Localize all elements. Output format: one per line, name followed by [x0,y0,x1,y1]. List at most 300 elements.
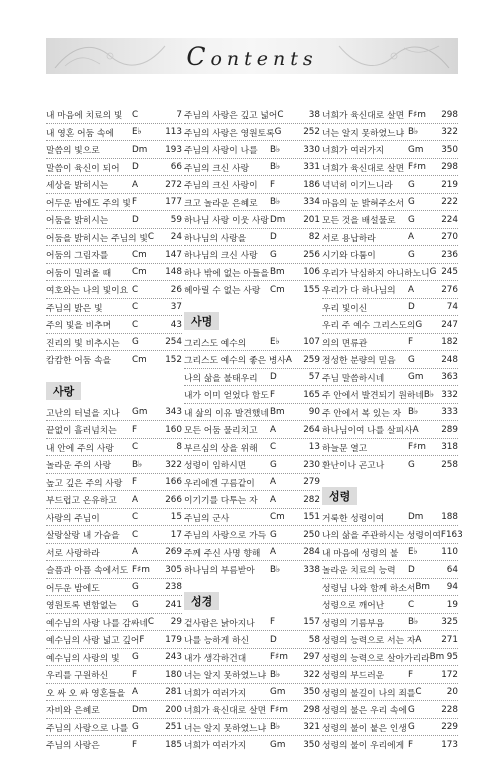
toc-entry[interactable] [184,736,320,754]
song-key: C [132,302,139,313]
toc-entry[interactable] [184,474,320,492]
song-title: 너는 알지 못하였느냐 [184,671,267,682]
toc-entry[interactable] [184,684,320,702]
page-number: 276 [441,284,458,295]
page-number: 322 [303,669,320,680]
song-title: 겉사람은 낡아지나 [184,618,255,629]
toc-entry[interactable] [184,404,320,422]
page-number: 298 [441,109,458,120]
toc-entry[interactable] [46,631,182,649]
page-number: 20 [446,687,458,698]
toc-entry[interactable] [46,649,182,667]
toc-entry[interactable] [322,194,458,212]
toc-entry[interactable] [322,684,458,702]
song-title: 영원토록 변함없는 [46,601,117,612]
toc-entry[interactable] [46,614,182,632]
toc-entry[interactable] [46,666,182,684]
page-number: 166 [165,477,182,488]
toc-entry[interactable] [46,474,182,492]
toc-entry[interactable] [46,246,182,264]
toc-column-2 [184,106,320,754]
page-number: 58 [308,634,320,645]
page-number: 343 [165,407,182,418]
section-heading: 사명 [184,312,219,330]
toc-entry[interactable] [46,439,182,457]
page-number: 350 [441,144,458,155]
toc-entry[interactable] [184,509,320,527]
page-number: 7 [176,109,182,120]
toc-entry[interactable] [46,351,182,369]
page-number: 332 [441,389,458,400]
page-number: 173 [441,739,458,750]
song-key: Gm [270,739,286,750]
toc-entry[interactable] [322,106,458,124]
toc-entry[interactable] [184,526,320,544]
song-key: G [132,599,139,610]
song-title: 주님의 사랑은 영원토록 [184,128,275,139]
toc-entry[interactable] [184,701,320,719]
page-number: 298 [441,162,458,173]
song-title: 진리의 빛 비추시는 [46,338,120,349]
page-number: 188 [441,512,458,523]
song-title: 너는 알지 못하였느냐 [184,723,267,734]
toc-entry[interactable] [184,386,320,404]
page-number: 38 [308,109,320,120]
song-title: 부르심의 상을 위해 [184,443,258,454]
toc-entry[interactable] [322,579,458,597]
song-title: 성령의 불은 우리 속에 [322,706,407,717]
toc-entry[interactable] [322,246,458,264]
contents-header-banner [46,38,458,74]
toc-entry[interactable] [46,316,182,334]
page-number: 160 [165,424,182,435]
title-initial: C [186,41,211,71]
song-title: 너희가 육신대로 살면 [322,111,405,122]
song-title: 성령의 불이 붙은 인생 [322,723,407,734]
song-key: B♭ [270,722,281,733]
song-title: 성령의 불이 우리에게 [322,741,405,752]
song-key: Cm [132,267,147,278]
toc-entry[interactable] [46,526,182,544]
toc-entry[interactable] [184,719,320,737]
toc-entry[interactable] [322,386,458,404]
page-number: 363 [441,372,458,383]
toc-entry[interactable] [184,544,320,562]
toc-entry[interactable] [184,281,320,299]
song-key: G [408,354,415,365]
page-number: 110 [441,547,458,558]
page-number: 247 [441,319,458,330]
toc-entry[interactable] [322,509,458,527]
page-number: 8 [176,442,182,453]
toc-entry[interactable] [184,264,320,282]
page-number: 228 [441,704,458,715]
song-key: G [132,652,139,663]
page-number: 284 [303,547,320,558]
page-number: 219 [441,179,458,190]
toc-entry[interactable] [46,736,182,754]
toc-entry[interactable] [322,736,458,754]
song-key: C [277,109,284,120]
song-key: Gm [408,372,424,383]
toc-entry[interactable] [322,124,458,142]
song-title: 하늘문 열고 [322,443,368,454]
song-key: F [440,529,446,540]
song-key: B♭ [270,197,281,208]
song-title: 성령의 능력으로 서는 자 [322,636,416,647]
song-key: G [132,722,139,733]
song-title: 예수님의 사랑 나를 감싸네 [46,618,148,629]
song-key: F [132,669,138,680]
song-title: 하나 밖에 없는 아들을 [184,268,269,279]
page-number: 74 [446,302,458,313]
toc-entry[interactable] [46,264,182,282]
song-title: 그리스도 예수의 [184,338,247,349]
song-key: G [132,582,139,593]
song-title: 사랑의 주님이 [46,513,100,524]
page-number: 241 [165,599,182,610]
page-number: 325 [441,617,458,628]
song-title: 주님의 사랑으로 가득 [184,531,267,542]
toc-entry[interactable] [46,159,182,177]
toc-entry[interactable] [184,351,320,369]
toc-entry[interactable] [322,176,458,194]
toc-entry[interactable] [184,159,320,177]
page-number: 334 [303,197,320,208]
song-title: 주님의 밝은 빛 [46,303,103,314]
song-title: 어둠이 밀려올 때 [46,268,112,279]
toc-entry[interactable] [322,404,458,422]
song-key: G [408,249,415,260]
toc-entry[interactable] [184,211,320,229]
song-key: Bm [270,407,285,418]
song-title: 말씀의 빛으로 [46,146,100,157]
page-number: 321 [303,722,320,733]
song-key: Dm [408,512,424,523]
toc-entry[interactable] [46,719,182,737]
song-title: 성령의 불길이 나의 죄를 [322,688,416,699]
song-key: C [132,319,139,330]
song-title: 헤아릴 수 없는 사랑 [184,286,261,297]
song-key: D [408,564,415,575]
song-title: 놀라운 주의 사랑 [46,461,112,472]
song-key: Dm [132,144,148,155]
page-number: 95 [446,652,458,663]
song-title: 자비와 은혜로 [46,706,100,717]
page-number: 200 [165,704,182,715]
song-key: A [132,179,139,190]
page-number: 230 [303,459,320,470]
page-number: 57 [308,372,320,383]
toc-entry[interactable] [46,211,182,229]
toc-entry[interactable] [322,649,458,667]
page-number: 350 [303,687,320,698]
toc-entry[interactable] [322,701,458,719]
song-key: A [132,547,139,558]
toc-entry[interactable] [46,106,182,124]
toc-entry[interactable] [184,666,320,684]
page-number: 179 [165,634,182,645]
page-number: 13 [308,442,320,453]
song-key: Cm [132,249,147,260]
page-number: 224 [441,214,458,225]
song-key: F♯m [408,162,426,173]
toc-entry[interactable] [322,281,458,299]
toc-entry[interactable] [46,229,182,247]
song-key: A [270,424,277,435]
toc-entry[interactable] [46,404,182,422]
song-title: 어둠을 밝히시는 [46,216,109,227]
page-number: 17 [170,529,182,540]
song-key: Gm [408,144,424,155]
page-title [186,42,317,71]
toc-entry[interactable] [46,124,182,142]
song-title: 거룩한 성령이여 [322,513,385,524]
page-number: 157 [303,617,320,628]
song-title: 나를 능하게 하신 [184,636,250,647]
song-title: 어두운 밤에도 [46,583,100,594]
toc-entry[interactable] [322,614,458,632]
song-title: 성령이 임하시면 [184,461,247,472]
page-number: 29 [170,617,182,628]
song-key: G [415,319,423,330]
toc-entry[interactable] [46,456,182,474]
page-number: 107 [303,337,320,348]
toc-entry[interactable] [184,176,320,194]
song-key: F [132,477,138,488]
page-number: 182 [441,337,458,348]
toc-entry[interactable] [322,544,458,562]
page-number: 82 [308,232,320,243]
toc-entry[interactable] [322,299,458,317]
page-number: 282 [303,494,320,505]
page-number: 113 [165,127,182,138]
toc-entry[interactable] [322,369,458,387]
toc-entry[interactable] [46,176,182,194]
toc-entry[interactable] [322,631,458,649]
song-key: C [147,617,155,628]
toc-entry[interactable] [46,561,182,579]
page-number: 252 [303,127,320,138]
toc-entry[interactable] [322,666,458,684]
toc-entry[interactable] [184,456,320,474]
toc-entry[interactable] [184,421,320,439]
song-key: C [132,109,139,120]
song-title: 높고 깊은 주의 사랑 [46,478,123,489]
song-title: 모든 어둠 물리치고 [184,426,258,437]
song-key: B♭ [270,144,281,155]
toc-entry[interactable] [184,614,320,632]
song-title: 모든 것을 배설물로 [322,216,396,227]
toc-entry[interactable] [322,264,458,282]
toc-entry[interactable] [184,194,320,212]
song-title: 하나님의 크신 사랑 [184,251,258,262]
song-key: A [408,232,415,243]
song-title: 우리가 낙심하지 아니하노니 [322,268,430,279]
song-key: B♭ [423,389,435,400]
toc-entry[interactable] [322,141,458,159]
toc-entry[interactable] [322,439,458,457]
page-number: 331 [303,162,320,173]
song-title: 어두운 밤에도 주의 빛 [46,198,131,209]
song-key: F♯m [270,704,288,715]
song-title: 하나님 사랑 이웃 사랑 [184,216,269,227]
page-number: 322 [441,127,458,138]
page-number: 163 [445,529,463,540]
page-number: 269 [165,547,182,558]
page-number: 151 [303,512,320,523]
song-title: 여호와는 나의 빛이요 [46,286,129,297]
toc-entry[interactable] [184,124,320,142]
toc-entry[interactable] [184,631,320,649]
toc-entry[interactable] [46,544,182,562]
song-title: 내 삶의 이유 발견했네 [184,408,269,419]
song-title: 어둠을 밝히시는 주님의 빛 [46,233,148,244]
toc-entry[interactable] [322,159,458,177]
toc-entry[interactable] [184,369,320,387]
page-number: 90 [308,407,320,418]
song-title: 고난의 터널을 지나 [46,408,120,419]
page-number: 248 [441,354,458,365]
song-title: 너는 알지 못하였느냐 [322,128,405,139]
toc-entry[interactable] [46,684,182,702]
toc-entry[interactable] [322,421,458,439]
page-number: 271 [441,634,458,645]
song-key: F [270,389,276,400]
toc-entry[interactable] [322,351,458,369]
toc-entry[interactable] [184,229,320,247]
song-title: 성령의 기름부음 [322,618,385,629]
song-title: 내 마음에 치료의 빛 [46,111,123,122]
section-heading: 성령 [322,487,357,505]
page-number: 333 [441,407,458,418]
song-title: 성령으로 깨어난 [322,601,385,612]
song-title: 마음의 눈 밝혀주소서 [322,198,405,209]
toc-entry[interactable] [184,649,320,667]
toc-entry[interactable] [46,421,182,439]
toc-entry[interactable] [322,719,458,737]
song-title: 내가 이미 얻었다 함도 [184,391,269,402]
song-key: B♭ [270,564,281,575]
page-number: 305 [165,564,182,575]
page-number: 24 [170,232,182,243]
song-title: 내가 생각하건대 [184,653,247,664]
page-number: 152 [165,354,182,365]
song-key: A [412,424,419,435]
song-title: 서로 용납하라 [322,233,376,244]
toc-entry[interactable] [322,316,458,334]
song-key: Cm [270,284,285,295]
toc-entry[interactable] [46,596,182,614]
song-key: A [132,494,139,505]
page-number: 172 [441,669,458,680]
toc-entry[interactable] [322,526,463,544]
song-key: A [285,354,292,365]
song-title: 성령의 능력으로 살아가리라 [322,653,430,664]
toc-entry[interactable] [184,141,320,159]
page-number: 229 [441,722,458,733]
song-title: 주님의 사랑으로 나를 [46,723,129,734]
toc-entry[interactable] [46,299,182,317]
song-title: 슬픔과 아픔 속에서도 [46,566,129,577]
song-key: E♭ [270,337,280,348]
toc-entry[interactable] [322,561,458,579]
toc-entry[interactable] [46,491,182,509]
toc-entry[interactable] [184,246,320,264]
song-title: 살랑살랑 내 가슴을 [46,531,120,542]
song-title: 주의 빛을 비추며 [46,321,112,332]
toc-entry[interactable] [322,229,458,247]
toc-column-1 [46,106,182,754]
toc-entry[interactable] [322,334,458,352]
toc-entry[interactable] [46,281,182,299]
song-title: 환난이나 곤고나 [322,461,385,472]
toc-entry[interactable] [46,334,182,352]
floral-ornament-icon [334,38,454,74]
toc-entry[interactable] [46,141,182,159]
song-key: F♯m [132,564,150,575]
song-key: A [415,634,422,645]
song-key: B♭ [132,459,143,470]
toc-entry[interactable] [46,194,182,212]
toc-entry[interactable] [184,439,320,457]
song-title: 주님의 군사 [184,513,230,524]
song-key: E♭ [408,547,418,558]
page-number: 258 [441,459,458,470]
page-number: 37 [170,302,182,313]
page-number: 297 [303,652,320,663]
toc-entry[interactable] [184,561,320,579]
song-title: 내 마음에 성령의 불 [322,548,399,559]
page-number: 322 [165,459,182,470]
toc-entry[interactable] [46,579,182,597]
song-key: F [132,197,138,208]
toc-entry[interactable] [184,106,320,124]
song-title: 넉넉히 이기느니라 [322,181,393,192]
toc-entry[interactable] [322,211,458,229]
toc-entry[interactable] [322,456,458,474]
page-number: 243 [165,652,182,663]
song-key: C [415,687,422,698]
song-title: 놀라운 치료의 능력 [322,566,396,577]
song-title: 나의 삶을 주관하시는 성령이여 [322,531,441,542]
toc-entry[interactable] [184,334,320,352]
toc-entry[interactable] [46,509,182,527]
song-title: 주님의 크신 사랑이 [184,181,258,192]
song-title: 말씀이 육신이 되어 [46,163,120,174]
page-number: 147 [165,249,182,260]
page-number: 186 [303,179,320,190]
song-key: F [408,669,414,680]
song-key: A [132,687,139,698]
song-key: C [132,512,139,523]
page-number: 264 [303,424,320,435]
toc-entry[interactable] [322,596,458,614]
toc-entry[interactable] [184,491,320,509]
song-title: 내 안에 주의 사랑 [46,443,114,454]
toc-entry[interactable] [46,701,182,719]
page-number: 279 [303,477,320,488]
song-title: 이기기를 다투는 자 [184,496,258,507]
song-title: 하나님이여 나를 살피사 [322,426,413,437]
toc-column-3 [322,106,463,754]
song-key: Cm [132,354,147,365]
song-key: F [270,179,276,190]
page-number: 222 [441,197,458,208]
page-number: 256 [303,249,320,260]
song-key: F [270,617,276,628]
song-title: 서로 사랑하라 [46,548,100,559]
